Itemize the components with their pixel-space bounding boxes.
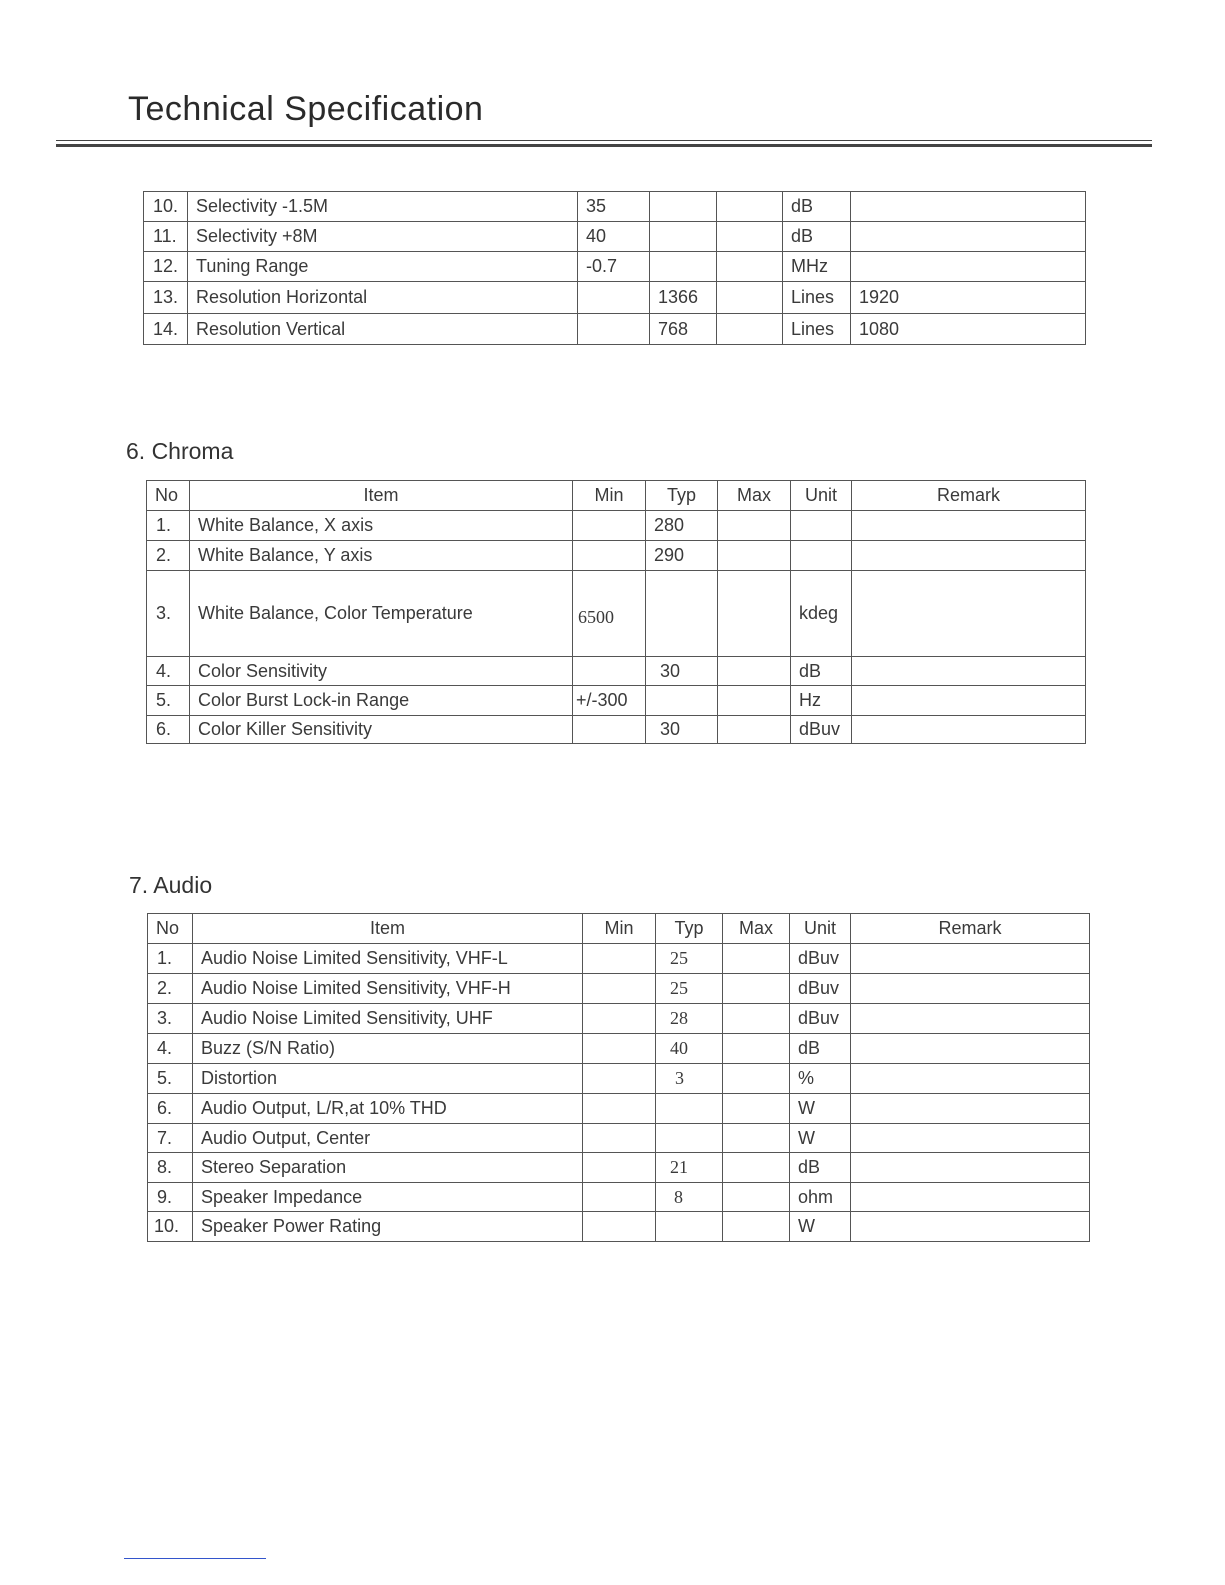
item-cell: White Balance, Y axis [190,541,573,571]
typ-cell: 40 [656,1034,723,1064]
header-item: Item [193,914,583,944]
unit-cell: dB [783,192,851,222]
header-max: Max [723,914,790,944]
table-row [144,252,1086,282]
row-number: 2. [147,541,190,571]
min-cell: 40 [578,222,650,252]
rf-spec-table [143,191,1086,345]
max-cell [717,222,783,252]
remark-cell [851,1034,1090,1064]
table-row [144,192,1086,222]
min-cell [583,1004,656,1034]
item-cell: Resolution Vertical [188,314,578,345]
remark-cell [851,944,1090,974]
item-cell: Resolution Horizontal [188,282,578,314]
table-row [147,571,1086,657]
item-cell: Color Sensitivity [190,657,573,686]
max-cell [723,1212,790,1242]
min-cell [578,282,650,314]
row-number: 13. [144,282,188,314]
remark-cell [852,511,1086,541]
max-cell [718,511,791,541]
min-cell [573,657,646,686]
typ-cell [650,192,717,222]
item-cell: Speaker Power Rating [193,1212,583,1242]
max-cell [718,541,791,571]
min-cell: 35 [578,192,650,222]
title-rule-thick [56,144,1152,147]
header-unit: Unit [791,481,852,511]
table-row [148,1034,1090,1064]
remark-cell [852,686,1086,716]
typ-cell: 21 [656,1153,723,1183]
max-cell [717,192,783,222]
table-row [148,1183,1090,1212]
remark-cell [852,571,1086,657]
item-cell: Stereo Separation [193,1153,583,1183]
remark-cell [851,974,1090,1004]
header-no: No [148,914,193,944]
item-cell: Audio Noise Limited Sensitivity, VHF-L [193,944,583,974]
item-cell: Distortion [193,1064,583,1094]
typ-cell: 1366 [650,282,717,314]
table-row [147,716,1086,744]
min-cell [583,1094,656,1124]
unit-cell: dBuv [790,974,851,1004]
typ-cell [650,252,717,282]
item-cell: White Balance, X axis [190,511,573,541]
typ-cell [646,571,718,657]
row-number: 2. [148,974,193,1004]
table-row [148,1153,1090,1183]
remark-cell [851,1004,1090,1034]
min-cell [573,541,646,571]
typ-cell: 25 [656,944,723,974]
remark-cell [851,192,1086,222]
remark-cell [851,222,1086,252]
min-cell [583,1034,656,1064]
row-number: 8. [148,1153,193,1183]
header-min: Min [573,481,646,511]
row-number: 3. [148,1004,193,1034]
item-cell: Audio Output, Center [193,1124,583,1153]
remark-cell [852,716,1086,744]
item-cell: Audio Output, L/R,at 10% THD [193,1094,583,1124]
typ-cell: 25 [656,974,723,1004]
max-cell [723,1153,790,1183]
unit-cell: W [790,1124,851,1153]
unit-cell: dB [791,657,852,686]
typ-cell [650,222,717,252]
remark-cell [851,1212,1090,1242]
typ-cell: 8 [656,1183,723,1212]
unit-cell: W [790,1094,851,1124]
typ-cell [646,686,718,716]
typ-cell [656,1094,723,1124]
max-cell [718,716,791,744]
row-number: 4. [148,1034,193,1064]
unit-cell: Lines [783,282,851,314]
row-number: 14. [144,314,188,345]
header-min: Min [583,914,656,944]
row-number: 6. [147,716,190,744]
row-number: 1. [147,511,190,541]
typ-cell: 28 [656,1004,723,1034]
table-row [147,511,1086,541]
typ-cell: 280 [646,511,718,541]
min-cell [583,944,656,974]
header-remark: Remark [851,914,1090,944]
remark-cell [852,541,1086,571]
table-row [147,541,1086,571]
header-typ: Typ [656,914,723,944]
row-number: 1. [148,944,193,974]
item-cell: Color Killer Sensitivity [190,716,573,744]
max-cell [723,1094,790,1124]
item-cell: Selectivity +8M [188,222,578,252]
min-cell [578,314,650,345]
item-cell: Audio Noise Limited Sensitivity, UHF [193,1004,583,1034]
audio-spec-table [147,913,1090,1242]
typ-cell: 290 [646,541,718,571]
unit-cell: % [790,1064,851,1094]
max-cell [718,657,791,686]
min-cell [583,974,656,1004]
unit-cell: dB [790,1153,851,1183]
row-number: 3. [147,571,190,657]
unit-cell [791,511,852,541]
table-row [144,282,1086,314]
table-row [148,1094,1090,1124]
header-item: Item [190,481,573,511]
unit-cell: kdeg [791,571,852,657]
min-cell [573,511,646,541]
row-number: 4. [147,657,190,686]
table-row [148,1124,1090,1153]
unit-cell: ohm [790,1183,851,1212]
row-number: 11. [144,222,188,252]
unit-cell: Hz [791,686,852,716]
max-cell [717,314,783,345]
unit-cell: Lines [783,314,851,345]
row-number: 10. [148,1212,193,1242]
header-max: Max [718,481,791,511]
item-cell: Audio Noise Limited Sensitivity, VHF-H [193,974,583,1004]
table-row [144,222,1086,252]
min-cell [573,716,646,744]
table-row [147,657,1086,686]
max-cell [718,686,791,716]
min-cell [583,1153,656,1183]
row-number: 7. [148,1124,193,1153]
max-cell [723,1064,790,1094]
max-cell [723,1124,790,1153]
unit-cell: dBuv [791,716,852,744]
max-cell [717,282,783,314]
header-unit: Unit [790,914,851,944]
min-cell [583,1212,656,1242]
table-row [148,944,1090,974]
footer-link-underline [124,1558,266,1559]
max-cell [718,571,791,657]
table-row [148,1212,1090,1242]
audio-heading: 7. Audio [129,872,213,898]
table-row [148,974,1090,1004]
item-cell: White Balance, Color Temperature [190,571,573,657]
max-cell [717,252,783,282]
typ-cell: 30 [646,716,718,744]
row-number: 9. [148,1183,193,1212]
typ-cell: 768 [650,314,717,345]
table-row [148,1064,1090,1094]
header-remark: Remark [852,481,1086,511]
max-cell [723,974,790,1004]
header-typ: Typ [646,481,718,511]
remark-cell [852,657,1086,686]
table-header-row [147,481,1086,511]
remark-cell [851,1124,1090,1153]
remark-cell [851,1153,1090,1183]
unit-cell: MHz [783,252,851,282]
unit-cell: dB [783,222,851,252]
item-cell: Speaker Impedance [193,1183,583,1212]
remark-cell [851,1183,1090,1212]
page-title: Technical Specification [128,90,484,128]
row-number: 6. [148,1094,193,1124]
title-rule-thin [56,140,1152,141]
unit-cell: dB [790,1034,851,1064]
min-cell [583,1183,656,1212]
table-row [144,314,1086,345]
row-number: 12. [144,252,188,282]
item-cell: Selectivity -1.5M [188,192,578,222]
item-cell: Color Burst Lock-in Range [190,686,573,716]
remark-cell: 1080 [851,314,1086,345]
remark-cell: 1920 [851,282,1086,314]
min-cell [583,1124,656,1153]
row-number: 10. [144,192,188,222]
unit-cell: dBuv [790,1004,851,1034]
min-cell [583,1064,656,1094]
item-cell: Tuning Range [188,252,578,282]
max-cell [723,1183,790,1212]
item-cell: Buzz (S/N Ratio) [193,1034,583,1064]
table-row [147,686,1086,716]
row-number: 5. [147,686,190,716]
chroma-heading: 6. Chroma [126,438,234,464]
table-row [148,1004,1090,1034]
min-cell: -0.7 [578,252,650,282]
min-cell: 6500 [573,571,646,657]
remark-cell [851,1064,1090,1094]
row-number: 5. [148,1064,193,1094]
unit-cell: dBuv [790,944,851,974]
table-header-row [148,914,1090,944]
typ-cell [656,1124,723,1153]
remark-cell [851,252,1086,282]
typ-cell [656,1212,723,1242]
chroma-spec-table [146,480,1086,744]
max-cell [723,1034,790,1064]
unit-cell [791,541,852,571]
remark-cell [851,1094,1090,1124]
header-no: No [147,481,190,511]
max-cell [723,944,790,974]
min-cell: +/-300 [573,686,646,716]
typ-cell: 3 [656,1064,723,1094]
unit-cell: W [790,1212,851,1242]
typ-cell: 30 [646,657,718,686]
max-cell [723,1004,790,1034]
